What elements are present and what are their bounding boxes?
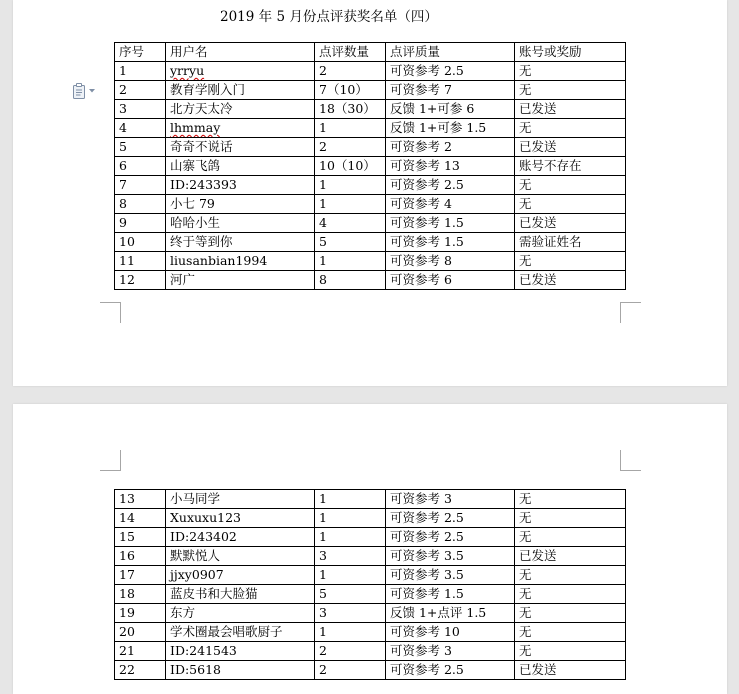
table-row: [115, 661, 626, 680]
table-cell: 可资参考 2: [386, 138, 515, 157]
table-cell: 5: [315, 233, 386, 252]
table-cell: 默默悦人: [166, 547, 315, 566]
table-cell: 无: [515, 642, 626, 661]
table-row: [115, 214, 626, 233]
table-cell: 可资参考 8: [386, 252, 515, 271]
table-cell: 可资参考 2.5: [386, 176, 515, 195]
table-cell: 8: [315, 271, 386, 290]
table-cell: 3: [315, 547, 386, 566]
table-cell: 可资参考 2.5: [386, 509, 515, 528]
table-cell: 18（30）: [315, 100, 386, 119]
margin-corner-mark: [620, 450, 641, 471]
table-cell: 终于等到你: [166, 233, 315, 252]
table-cell: 已发送: [515, 214, 626, 233]
table-row: [115, 642, 626, 661]
table-cell: 已发送: [515, 100, 626, 119]
table-cell: 12: [115, 271, 166, 290]
table-cell: 13: [115, 490, 166, 509]
table-cell: 19: [115, 604, 166, 623]
table-cell: 学术圈最会唱歌厨子: [166, 623, 315, 642]
table-cell: 18: [115, 585, 166, 604]
table-cell: 东方: [166, 604, 315, 623]
table-cell: 已发送: [515, 661, 626, 680]
table-cell: 蓝皮书和大脸猫: [166, 585, 315, 604]
table-cell: 无: [515, 623, 626, 642]
table-cell: 可资参考 10: [386, 623, 515, 642]
username-text: yrryu: [170, 63, 205, 78]
table-cell: Xuxuxu123: [166, 509, 315, 528]
table-cell: jjxy0907: [166, 566, 315, 585]
table-cell: [166, 119, 315, 138]
table-cell: 1: [115, 62, 166, 81]
table-cell: 无: [515, 81, 626, 100]
table-cell: 可资参考 3: [386, 490, 515, 509]
table-cell: 无: [515, 252, 626, 271]
table-cell: 22: [115, 661, 166, 680]
document-page-1: [13, 0, 727, 386]
table-cell: 无: [515, 62, 626, 81]
document-title: 2019 年 5 月份点评获奖名单（四）: [220, 9, 438, 25]
table-cell: 可资参考 3: [386, 642, 515, 661]
table-cell: 1: [315, 176, 386, 195]
table-header-row: [115, 43, 626, 62]
table-cell: 7: [115, 176, 166, 195]
table-row: [115, 81, 626, 100]
table-row: [115, 252, 626, 271]
table-cell: 14: [115, 509, 166, 528]
margin-corner-mark: [100, 450, 121, 471]
table-cell: 2: [315, 62, 386, 81]
table-cell: liusanbian1994: [166, 252, 315, 271]
table-row: [115, 604, 626, 623]
table-cell: 5: [115, 138, 166, 157]
table-cell: 无: [515, 509, 626, 528]
header-cell: 序号: [115, 43, 166, 62]
table-cell: 8: [115, 195, 166, 214]
table-row: [115, 100, 626, 119]
table-cell: 1: [315, 252, 386, 271]
paste-options-button[interactable]: [72, 83, 100, 99]
table-cell: 反馈 1+可参 1.5: [386, 119, 515, 138]
table-cell: 可资参考 4: [386, 195, 515, 214]
table-cell: 1: [315, 623, 386, 642]
table-cell: 可资参考 1.5: [386, 233, 515, 252]
table-cell: 15: [115, 528, 166, 547]
table-cell: [166, 62, 315, 81]
table-row: [115, 62, 626, 81]
table-cell: 可资参考 2.5: [386, 528, 515, 547]
clipboard-icon: [72, 83, 86, 99]
table-row: [115, 138, 626, 157]
table-row: [115, 509, 626, 528]
header-cell: 用户名: [166, 43, 315, 62]
table-cell: 1: [315, 528, 386, 547]
table-cell: ID:5618: [166, 661, 315, 680]
table-cell: 无: [515, 585, 626, 604]
table-cell: 可资参考 2.5: [386, 62, 515, 81]
table-row: [115, 157, 626, 176]
table-cell: 山寨飞鸽: [166, 157, 315, 176]
table-row: [115, 490, 626, 509]
table-cell: 1: [315, 195, 386, 214]
table-cell: 无: [515, 604, 626, 623]
table-row: [115, 623, 626, 642]
table-cell: 需验证姓名: [515, 233, 626, 252]
table-cell: 反馈 1+点评 1.5: [386, 604, 515, 623]
table-cell: 无: [515, 176, 626, 195]
header-cell: 账号或奖励: [515, 43, 626, 62]
username-text: lhmmay: [170, 120, 221, 135]
table-cell: 2: [315, 642, 386, 661]
table-cell: 2: [315, 661, 386, 680]
table-cell: 河广: [166, 271, 315, 290]
table-cell: 6: [115, 157, 166, 176]
table-cell: 已发送: [515, 271, 626, 290]
table-cell: 北方天太冷: [166, 100, 315, 119]
table-cell: 9: [115, 214, 166, 233]
table-row: [115, 119, 626, 138]
table-cell: 11: [115, 252, 166, 271]
award-table-part-1: [114, 42, 626, 290]
table-cell: 哈哈小生: [166, 214, 315, 233]
table-cell: 无: [515, 119, 626, 138]
table-cell: 2: [315, 138, 386, 157]
table-cell: 16: [115, 547, 166, 566]
table-row: [115, 233, 626, 252]
table-cell: 小马同学: [166, 490, 315, 509]
table-cell: 4: [115, 119, 166, 138]
table-cell: 21: [115, 642, 166, 661]
table-row: [115, 271, 626, 290]
table-cell: ID:243393: [166, 176, 315, 195]
table-cell: 可资参考 6: [386, 271, 515, 290]
table-cell: 5: [315, 585, 386, 604]
table-cell: 3: [115, 100, 166, 119]
table-cell: 已发送: [515, 547, 626, 566]
table-cell: 17: [115, 566, 166, 585]
table-cell: 可资参考 3.5: [386, 566, 515, 585]
table-cell: 可资参考 1.5: [386, 214, 515, 233]
table-cell: 无: [515, 490, 626, 509]
table-cell: 已发送: [515, 138, 626, 157]
table-row: [115, 176, 626, 195]
header-cell: 点评数量: [315, 43, 386, 62]
table-cell: 可资参考 7: [386, 81, 515, 100]
table-cell: 10（10）: [315, 157, 386, 176]
table-cell: 无: [515, 528, 626, 547]
table-cell: 7（10）: [315, 81, 386, 100]
table-cell: ID:241543: [166, 642, 315, 661]
table-cell: 2: [115, 81, 166, 100]
table-row: [115, 585, 626, 604]
table-row: [115, 547, 626, 566]
table-cell: 1: [315, 490, 386, 509]
table-cell: 小七 79: [166, 195, 315, 214]
table-row: [115, 566, 626, 585]
document-page-2: [13, 404, 727, 694]
table-cell: 3: [315, 604, 386, 623]
margin-corner-mark: [100, 302, 121, 323]
table-cell: 奇奇不说话: [166, 138, 315, 157]
table-cell: 1: [315, 509, 386, 528]
table-cell: 无: [515, 195, 626, 214]
margin-corner-mark: [620, 302, 641, 323]
table-row: [115, 195, 626, 214]
table-cell: 反馈 1+可参 6: [386, 100, 515, 119]
table-cell: 20: [115, 623, 166, 642]
table-cell: 可资参考 3.5: [386, 547, 515, 566]
chevron-down-icon: [89, 89, 95, 93]
table-row: [115, 528, 626, 547]
table-cell: 账号不存在: [515, 157, 626, 176]
table-cell: 1: [315, 566, 386, 585]
table-cell: ID:243402: [166, 528, 315, 547]
table-cell: 1: [315, 119, 386, 138]
table-cell: 4: [315, 214, 386, 233]
table-cell: 无: [515, 566, 626, 585]
header-cell: 点评质量: [386, 43, 515, 62]
table-cell: 可资参考 1.5: [386, 585, 515, 604]
table-cell: 教育学刚入门: [166, 81, 315, 100]
award-table-part-2: [114, 489, 626, 680]
table-cell: 10: [115, 233, 166, 252]
table-cell: 可资参考 2.5: [386, 661, 515, 680]
table-cell: 可资参考 13: [386, 157, 515, 176]
